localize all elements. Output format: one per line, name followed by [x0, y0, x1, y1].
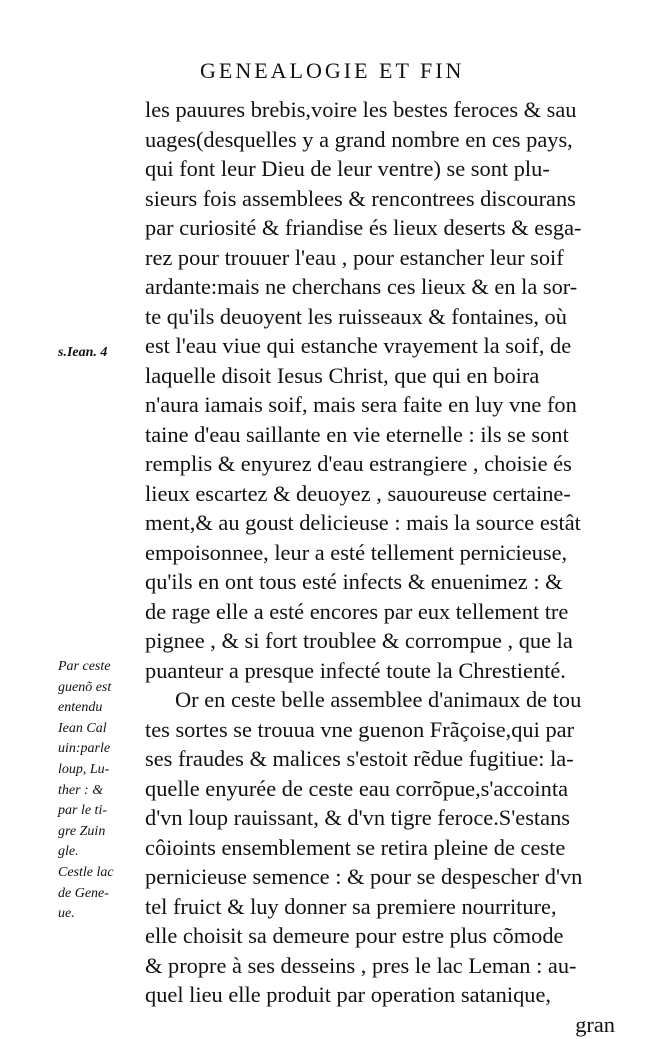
margin-note-line: entendu — [58, 698, 114, 719]
text-line: n'aura iamais soif, mais sera faite en luy vne fon — [145, 390, 615, 420]
text-line: par curiosité & friandise és lieux deserts & esga- — [145, 213, 615, 243]
text-line: les pauures brebis,voire les bestes feroces & sau — [145, 95, 615, 125]
margin-note-line: gre Zuin — [58, 822, 114, 843]
text-line: empoisonnee, leur a esté tellement pernicieuse, — [145, 538, 615, 568]
margin-reference: s.Iean. 4 — [58, 343, 107, 363]
text-line: laquelle disoit Iesus Christ, que qui en boira — [145, 361, 615, 391]
margin-note-line: uin:parle — [58, 739, 114, 760]
text-line: quelle enyurée de ceste eau corrõpue,s'accointa — [145, 774, 615, 804]
catchword: gran — [145, 1010, 615, 1039]
margin-note-line: guenõ est — [58, 678, 114, 699]
text-line: pignee , & si fort troublee & corrompue , que la — [145, 626, 615, 656]
text-line: uages(desquelles y a grand nombre en ces pays, — [145, 125, 615, 155]
text-line: & propre à ses desseins , pres le lac Leman : au- — [145, 951, 615, 981]
text-line: de rage elle a esté encores par eux tellement tre — [145, 597, 615, 627]
text-line: tes sortes se trouua vne guenon Frãçoise,qui par — [145, 715, 615, 745]
text-line: tel fruict & luy donner sa premiere nourriture, — [145, 892, 615, 922]
text-line: lieux escartez & deuoyez , sauoureuse certaine- — [145, 479, 615, 509]
text-line: d'vn loup rauissant, & d'vn tigre feroce.S'estans — [145, 803, 615, 833]
body-text — [145, 95, 615, 1039]
text-line: te qu'ils deuoyent les ruisseaux & fontaines, où — [145, 302, 615, 332]
text-line: ses fraudes & malices s'estoit rẽdue fugitiue: la- — [145, 744, 615, 774]
text-line: rez pour trouuer l'eau , pour estancher leur soif — [145, 243, 615, 273]
text-line: puanteur a presque infecté toute la Chrestienté. — [145, 656, 615, 686]
margin-note-line: loup, Lu- — [58, 760, 114, 781]
text-line: ment,& au goust delicieuse : mais la source estât — [145, 508, 615, 538]
text-line: est l'eau viue qui estanche vrayement la soif, de — [145, 331, 615, 361]
text-line: taine d'eau saillante en vie eternelle : ils se sont — [145, 420, 615, 450]
text-line: pernicieuse semence : & pour se despescher d'vn — [145, 862, 615, 892]
margin-note-line: par le ti- — [58, 801, 114, 822]
margin-note-line: Par ceste — [58, 657, 114, 678]
running-header: GENEALOGIE ET FIN — [200, 58, 600, 84]
text-line: elle choisit sa demeure pour estre plus cõmode — [145, 921, 615, 951]
margin-note-line: gle. — [58, 842, 114, 863]
margin-note-block — [58, 657, 114, 925]
margin-note-line: ther : & — [58, 781, 114, 802]
text-line: ardante:mais ne cherchans ces lieux & en la sor- — [145, 272, 615, 302]
margin-note-line: Iean Cal — [58, 719, 114, 740]
text-line: quel lieu elle produit par operation satanique, — [145, 980, 615, 1010]
text-line: qui font leur Dieu de leur ventre) se sont plu- — [145, 154, 615, 184]
text-line: sieurs fois assemblees & rencontrees discourans — [145, 184, 615, 214]
margin-note-line: Cestle lac — [58, 863, 114, 884]
text-line: remplis & enyurez d'eau estrangiere , choisie és — [145, 449, 615, 479]
margin-note-line: de Gene- — [58, 884, 114, 905]
text-line: côioints ensemblement se retira pleine de ceste — [145, 833, 615, 863]
paragraph-start-line: Or en ceste belle assemblee d'animaux de tou — [145, 685, 615, 715]
text-line: qu'ils en ont tous esté infects & enuenimez : & — [145, 567, 615, 597]
margin-note-line: ue. — [58, 904, 114, 925]
